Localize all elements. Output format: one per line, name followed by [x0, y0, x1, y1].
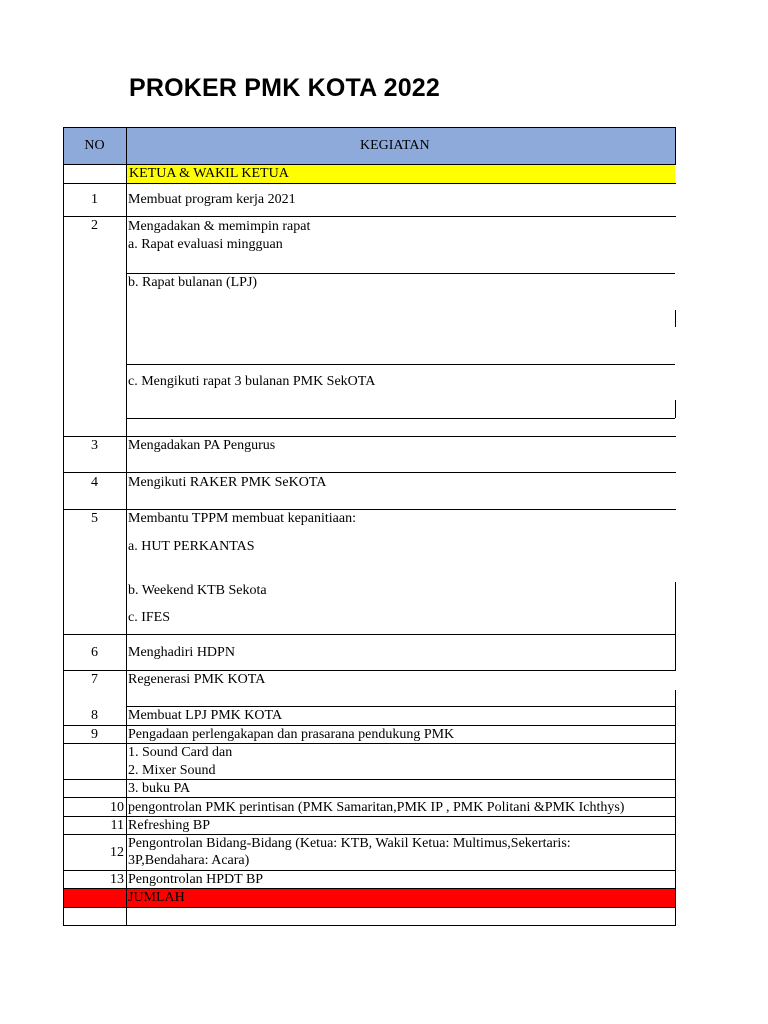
sub-activity-text: 2. Mixer Sound [128, 763, 216, 778]
row-border [127, 364, 675, 365]
activity-text: pengontrolan PMK perintisan (PMK Samaritan,PMK IP , PMK Politani &PMK Ichthys) [128, 800, 625, 815]
row-number: 4 [91, 475, 98, 490]
activity-text-continued: 3P,Bendahara: Acara) [128, 853, 250, 868]
table-right-border [675, 310, 676, 327]
activity-text: Mengikuti RAKER PMK SeKOTA [128, 475, 327, 490]
row-border [63, 743, 676, 744]
sub-activity-text: c. Mengikuti rapat 3 bulanan PMK SekOTA [128, 374, 376, 389]
table-right-border [675, 400, 676, 418]
header-kegiatan: KEGIATAN [360, 138, 430, 153]
activity-text: Membuat LPJ PMK KOTA [128, 708, 283, 723]
row-border [127, 273, 675, 274]
activity-text: Pengontrolan HPDT BP [128, 872, 264, 887]
row-number: 5 [91, 511, 98, 526]
row-border [63, 634, 676, 635]
activity-text: Membantu TPPM membuat kepanitiaan: [128, 511, 356, 526]
row-border [127, 706, 675, 707]
page-title: PROKER PMK KOTA 2022 [129, 74, 441, 102]
row-border [63, 725, 676, 726]
row-border [127, 418, 675, 419]
row-number: 7 [91, 672, 98, 687]
sub-activity-text: a. Rapat evaluasi mingguan [128, 237, 283, 252]
row-border [63, 834, 676, 835]
activity-text: Refreshing BP [128, 818, 211, 833]
row-border [63, 216, 676, 217]
sub-activity-text: b. Weekend KTB Sekota [128, 583, 267, 598]
table-right-border [675, 582, 676, 671]
section-label: KETUA & WAKIL KETUA [129, 166, 289, 181]
row-border [63, 797, 676, 798]
sub-activity-text: 3. buku PA [128, 781, 191, 796]
sub-activity-text: c. IFES [128, 610, 170, 625]
sub-activity-text: a. HUT PERKANTAS [128, 539, 255, 554]
row-number: 3 [91, 438, 98, 453]
row-border [63, 509, 676, 510]
activity-text: Mengadakan PA Pengurus [128, 438, 276, 453]
activity-text: Pengadaan perlengakapan dan prasarana pendukung PMK [128, 727, 455, 742]
row-border [63, 436, 676, 437]
row-number: 13 [110, 872, 124, 887]
total-label: JUMLAH [128, 890, 185, 905]
row-border [63, 164, 676, 165]
activity-text: Mengadakan & memimpin rapat [128, 219, 311, 234]
activity-text: Pengontrolan Bidang-Bidang (Ketua: KTB, Wakil Ketua: Multimus,Sekertaris: [128, 836, 571, 851]
table-bottom-border [63, 925, 676, 926]
row-border [63, 816, 676, 817]
column-divider [126, 127, 127, 926]
row-number: 6 [91, 645, 98, 660]
activity-text: Membuat program kerja 2021 [128, 192, 296, 207]
row-border [63, 127, 676, 128]
row-border [63, 870, 676, 871]
activity-text: Menghadiri HDPN [128, 645, 235, 660]
row-number: 9 [91, 727, 98, 742]
row-border [63, 888, 676, 889]
row-number: 10 [110, 800, 124, 815]
row-border [63, 779, 676, 780]
row-number: 8 [91, 708, 98, 723]
table-right-border-header [675, 127, 676, 164]
row-number: 2 [91, 218, 98, 233]
row-border [63, 670, 676, 671]
row-number: 12 [110, 845, 124, 860]
sub-activity-text: b. Rapat bulanan (LPJ) [128, 275, 258, 290]
row-number: 1 [91, 192, 98, 207]
header-no: NO [84, 138, 105, 153]
row-border [63, 907, 676, 908]
row-border [63, 183, 676, 184]
row-number: 11 [110, 818, 124, 833]
sub-activity-text: 1. Sound Card dan [128, 745, 233, 760]
activity-text: Regenerasi PMK KOTA [128, 672, 266, 687]
row-border [63, 472, 676, 473]
